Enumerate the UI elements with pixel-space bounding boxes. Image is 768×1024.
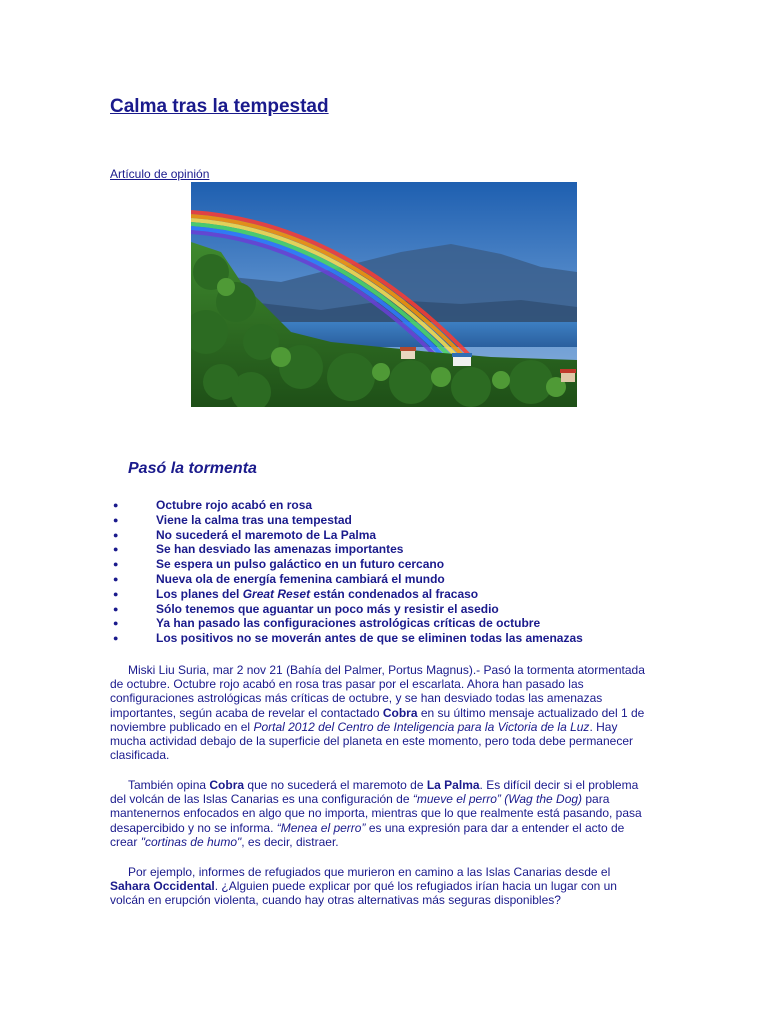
bullet-icon: ● <box>113 544 119 555</box>
body-paragraph-2 <box>110 778 645 849</box>
paragraph-text: para mantenernos enfocados en algo que no importa, mientras que lo que realmente está pasando, pasa desapercibido y no se informa. <box>110 792 642 835</box>
sahara-name: Sahara Occidental <box>110 879 215 894</box>
list-item-text: están condenados al fracaso <box>310 586 479 601</box>
list-item <box>110 498 670 513</box>
bullet-icon: ● <box>113 529 119 540</box>
list-item-text: Se han desviado las amenazas importantes <box>156 542 404 557</box>
body-paragraph-1 <box>110 663 645 762</box>
list-item <box>110 513 670 528</box>
bullet-icon: ● <box>113 588 119 599</box>
bullet-icon: ● <box>113 514 119 525</box>
paragraph-text: . Es difícil decir si el problema del volcán de las Islas Canarias es una configuración de <box>110 778 639 807</box>
list-item <box>110 602 670 617</box>
paragraph-text: en su último mensaje actualizado del 1 de noviembre publicado en el <box>110 705 645 734</box>
cobra-name: Cobra <box>382 705 418 720</box>
list-item <box>110 542 670 557</box>
article-title[interactable]: Calma tras la tempestad <box>110 96 329 117</box>
list-item-text: Los planes del <box>156 586 243 601</box>
list-item-text: Viene la calma tras una tempestad <box>156 512 352 527</box>
section-heading: Pasó la tormenta <box>128 460 257 477</box>
wag-the-dog-term: “mueve el perro” (Wag the Dog) <box>412 792 583 807</box>
rainbow-landscape-image <box>191 182 577 407</box>
paragraph-text: Miski Liu Suria, mar 2 nov 21 (Bahía del Palmer, Portus Magnus).- Pasó la tormenta atormentada de octubre. Octubre rojo acabó en rosa tras pasar por el escarlata. Ahora han pasado las configuraciones astrológicas más críticas de octubre, y se han desviado todas las amenazas importantes, según acaba de revelar el contactado <box>110 663 645 720</box>
list-item-text: No sucederá el maremoto de La Palma <box>156 527 377 542</box>
cobra-name: Cobra <box>209 778 245 792</box>
list-item <box>110 557 670 572</box>
paragraph-text: Por ejemplo, informes de refugiados que murieron en camino a las Islas Canarias desde el <box>128 865 611 879</box>
list-item-text: Los positivos no se moverán antes de que se eliminen todas las amenazas <box>156 631 583 646</box>
list-item-text: Octubre rojo acabó en rosa <box>156 498 313 512</box>
cortinas-de-humo-term: "cortinas de humo" <box>140 834 242 849</box>
summary-list <box>110 498 670 646</box>
paragraph-text: . Hay mucha actividad debajo de la superficie del planeta en este momento, pero toda debe permanecer clasificada. <box>110 719 634 763</box>
paragraph-text: También opina <box>128 778 210 792</box>
paragraph-text: es una expresión para dar a entender el acto de crear <box>110 820 625 849</box>
category-link[interactable]: Artículo de opinión <box>110 167 210 181</box>
paragraph-text: que no sucederá el maremoto de <box>244 778 427 792</box>
list-item <box>110 528 670 543</box>
list-item <box>110 587 670 602</box>
list-item <box>110 572 670 587</box>
bullet-icon: ● <box>113 603 119 614</box>
list-item <box>110 616 670 631</box>
great-reset-term: Great Reset <box>242 586 311 601</box>
list-item-text: Nueva ola de energía femenina cambiará el mundo <box>156 571 445 586</box>
bullet-icon: ● <box>113 618 119 629</box>
body-paragraph-3 <box>110 865 645 908</box>
la-palma-name: La Palma <box>426 778 480 792</box>
bullet-icon: ● <box>113 633 119 644</box>
source-name: Portal 2012 del Centro de Inteligencia para la Victoria de la Luz <box>253 719 590 734</box>
bullet-icon: ● <box>113 500 119 510</box>
menea-el-perro-term: “Menea el perro” <box>276 820 366 835</box>
paragraph-text: , es decir, distraer. <box>241 834 339 849</box>
list-item-text: Ya han pasado las configuraciones astrológicas críticas de octubre <box>156 616 541 631</box>
list-item-text: Se espera un pulso galáctico en un futuro cercano <box>156 557 445 572</box>
paragraph-text: . ¿Alguien puede explicar por qué los refugiados irían hacia un lugar con un volcán en erupción violenta, cuando hay otras alternativas más seguras disponibles? <box>110 879 617 908</box>
bullet-icon: ● <box>113 573 119 584</box>
bullet-icon: ● <box>113 559 119 570</box>
list-item <box>110 631 670 646</box>
list-item-text: Sólo tenemos que aguantar un poco más y resistir el asedio <box>156 601 499 616</box>
